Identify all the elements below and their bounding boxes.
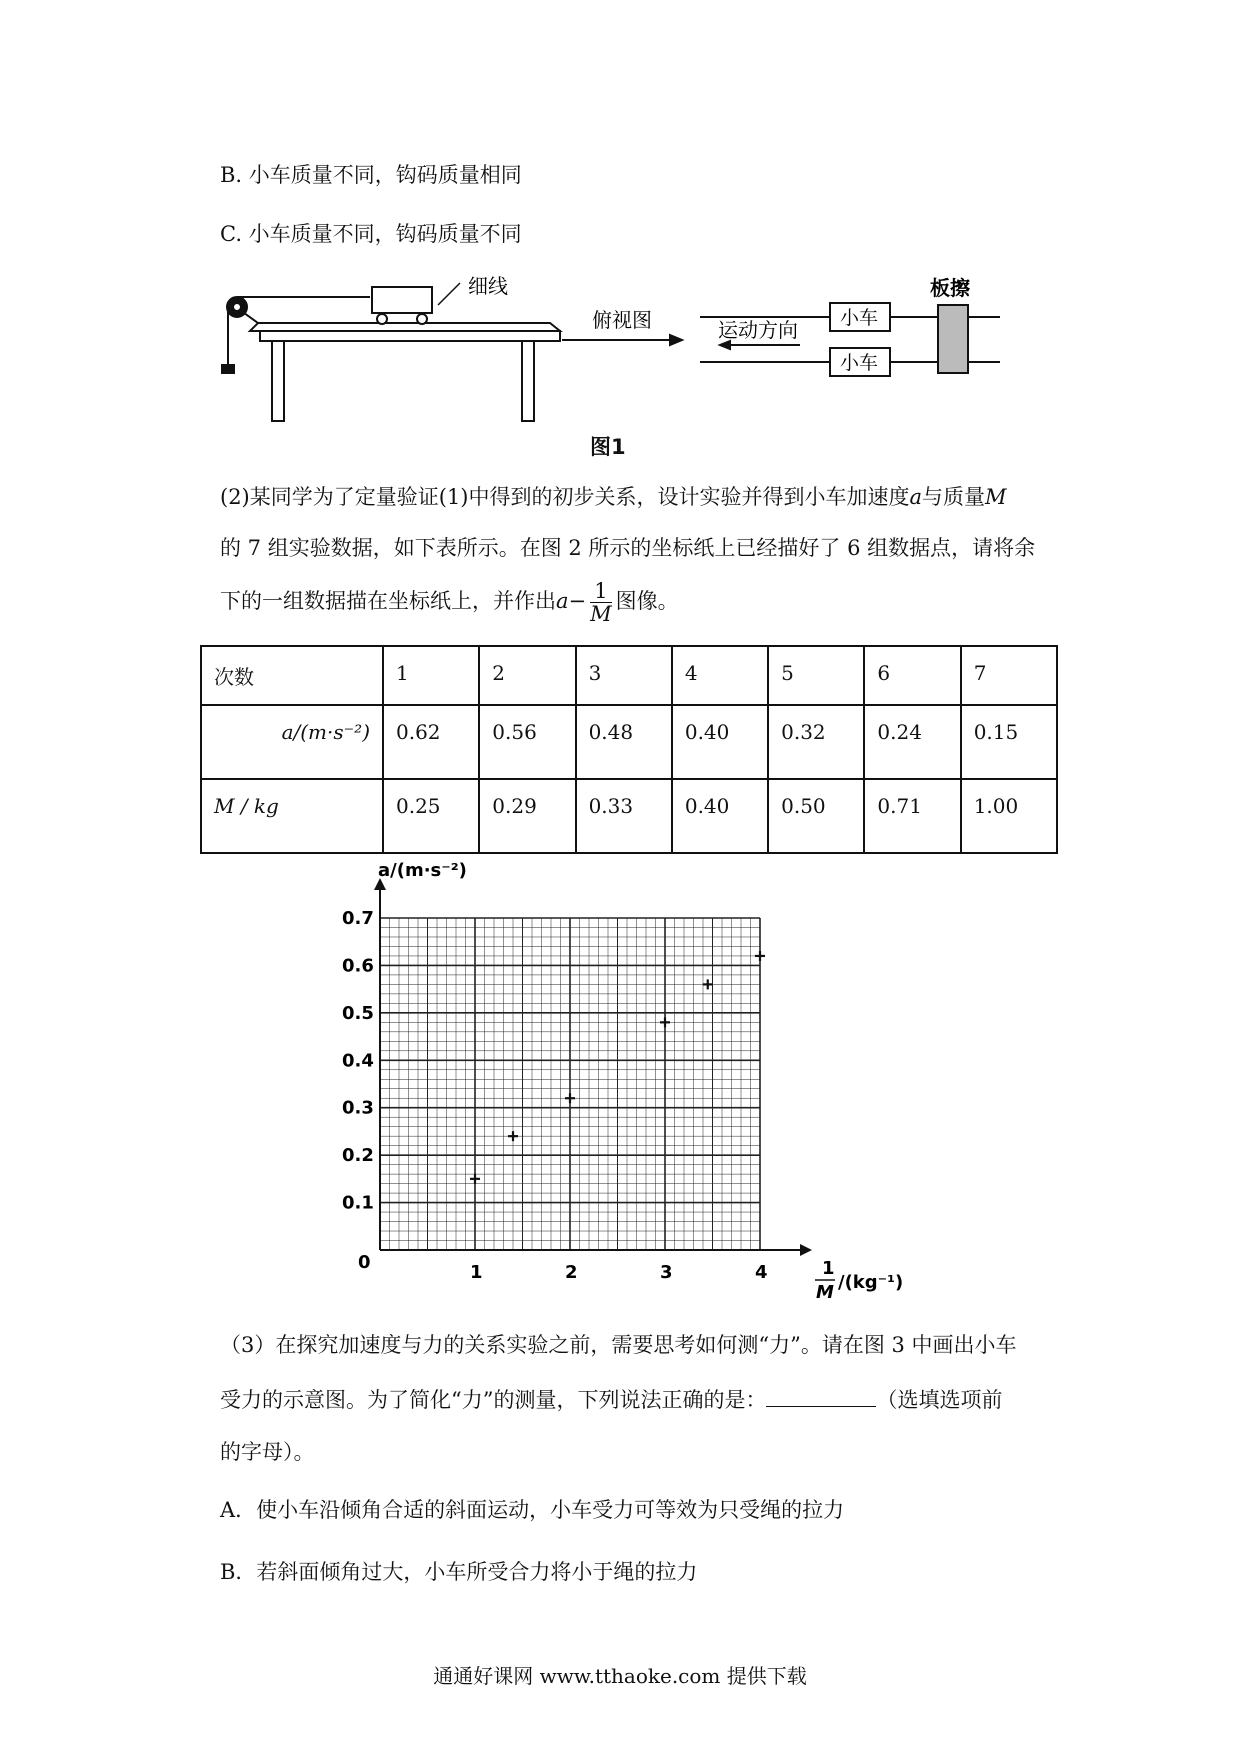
table-cell: 0.50	[768, 779, 864, 853]
row-label: a/(m·s⁻²)	[201, 705, 383, 779]
row-label: M / kg	[201, 779, 383, 853]
data-table	[200, 645, 1058, 854]
grid	[380, 918, 760, 1250]
table-cell: 3	[576, 646, 672, 705]
tick-labels	[342, 908, 768, 1283]
option-c: C. 小车质量不同，钩码质量不同	[220, 222, 522, 246]
row-label: 次数	[201, 646, 383, 705]
table-cell: 0.40	[672, 779, 768, 853]
part3-line2-end: （选填选项前	[876, 1388, 1003, 1412]
part2-line1	[220, 482, 1007, 512]
data-point	[755, 951, 765, 961]
part3-option-a: A．使小车沿倾角合适的斜面运动，小车受力可等效为只受绳的拉力	[220, 1498, 845, 1522]
part2-line3-start: 下的一组数据描在坐标纸上，并作出	[220, 589, 556, 613]
data-point	[508, 1131, 518, 1141]
frac-num: 1	[590, 580, 612, 603]
cart-label-1: 小车	[840, 307, 879, 329]
table-cell: 6	[864, 646, 960, 705]
part3-line3: 的字母）。	[220, 1440, 315, 1464]
eraser-label: 板擦	[930, 276, 970, 300]
table-cell: 0.24	[864, 705, 960, 779]
part2-line3	[220, 580, 679, 625]
origin-label: 0	[358, 1252, 371, 1273]
data-point	[565, 1093, 575, 1103]
y-tick-label: 0.1	[342, 1192, 374, 1214]
table-row	[201, 779, 1057, 853]
table-row	[201, 646, 1057, 705]
x-tick-label: 2	[565, 1262, 578, 1283]
table-cell: 0.62	[383, 705, 479, 779]
y-axis-label: a/(m·s⁻²)	[378, 860, 467, 881]
x-axis-arrow	[800, 1244, 812, 1256]
y-tick-label: 0.6	[342, 955, 374, 977]
topview-label: 俯视图	[592, 308, 652, 332]
motion-direction-label: 运动方向	[718, 318, 798, 342]
answer-blank[interactable]	[766, 1386, 876, 1407]
footer-text: 通通好课网 www.tthaoke.com 提供下载	[433, 1664, 807, 1688]
cart-label-2: 小车	[840, 352, 879, 374]
table-cell: 4	[672, 646, 768, 705]
frac-den: M	[590, 602, 612, 626]
table-cell: 5	[768, 646, 864, 705]
axes	[374, 878, 812, 1256]
x-axis-label-den: M	[816, 1282, 834, 1300]
x-tick-label: 3	[660, 1262, 673, 1283]
table-cell: 1.00	[961, 779, 1057, 853]
part2-line1-mid: 与质量	[922, 485, 986, 509]
x-axis-label-num: 1	[822, 1258, 835, 1279]
data-point	[470, 1174, 480, 1184]
table-cell: 2	[479, 646, 575, 705]
part2-line2: 的 7 组实验数据，如下表所示。在图 2 所示的坐标纸上已经描好了 6 组数据点，请将余	[220, 536, 1036, 560]
y-tick-label: 0.5	[342, 1002, 374, 1024]
data-point	[703, 979, 713, 989]
part2-line1-text: (2)某同学为了定量验证(1)中得到的初步关系，设计实验并得到小车加速度	[220, 485, 910, 509]
x-tick-label: 1	[470, 1262, 483, 1283]
table-cell: 0.15	[961, 705, 1057, 779]
y-tick-label: 0.4	[342, 1050, 374, 1072]
table-cell: 0.32	[768, 705, 864, 779]
part3-line1: （3）在探究加速度与力的关系实验之前，需要思考如何测“力”。请在图 3 中画出小车	[220, 1333, 1017, 1357]
part3-option-b: B．若斜面倾角过大，小车所受合力将小于绳的拉力	[220, 1560, 698, 1584]
frac-minus: −	[568, 589, 587, 613]
graph-paper-chart	[330, 860, 930, 1300]
data-point	[660, 1017, 670, 1027]
table-cell: 0.56	[479, 705, 575, 779]
option-b: B. 小车质量不同，钩码质量相同	[220, 163, 522, 187]
thread-label: 细线	[468, 274, 508, 298]
frac-a: a	[556, 589, 569, 613]
table-cell: 0.29	[479, 779, 575, 853]
part2-line3-end: 图像。	[615, 589, 679, 613]
y-tick-label: 0.2	[342, 1145, 374, 1167]
table-row	[201, 705, 1057, 779]
y-tick-label: 0.3	[342, 1097, 374, 1119]
table-cell: 7	[961, 646, 1057, 705]
table-cell: 0.40	[672, 705, 768, 779]
var-a: a	[909, 485, 923, 509]
figure-1-caption: 图1	[590, 435, 626, 459]
var-m: M	[985, 485, 1007, 509]
part3-line2-start: 受力的示意图。为了简化“力”的测量，下列说法正确的是：	[220, 1388, 767, 1412]
table-cell: 0.48	[576, 705, 672, 779]
table-cell: 0.33	[576, 779, 672, 853]
table-cell: 0.71	[864, 779, 960, 853]
y-tick-label: 0.7	[342, 908, 374, 929]
figure-1	[210, 265, 1010, 425]
table-cell: 1	[383, 646, 479, 705]
table-cell: 0.25	[383, 779, 479, 853]
x-tick-label: 4	[755, 1262, 768, 1283]
lab-table-drawing	[222, 283, 1000, 421]
fraction-1-over-m	[590, 580, 612, 625]
part3-line2	[220, 1385, 1002, 1415]
x-axis-label-unit: /(kg⁻¹)	[838, 1272, 904, 1293]
